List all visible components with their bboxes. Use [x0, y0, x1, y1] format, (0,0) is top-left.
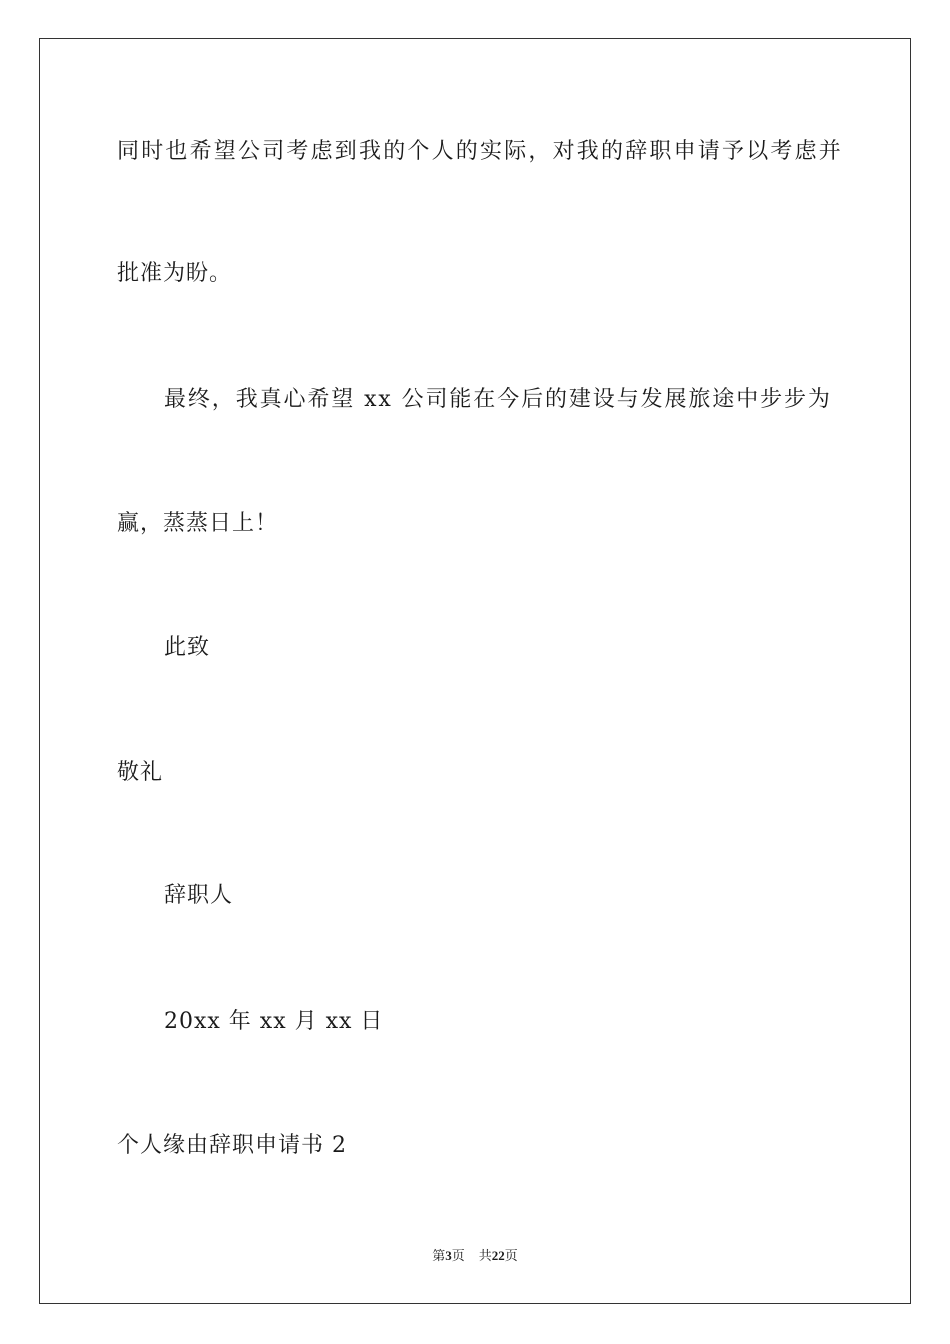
- signature-label: 辞职人: [164, 883, 234, 908]
- date-line: 20xx 年 xx 月 xx 日: [164, 1009, 384, 1034]
- total-suffix: 页: [504, 1248, 518, 1263]
- page-footer: [0, 1247, 950, 1265]
- page-border: [39, 38, 911, 1304]
- body-text-line: 同时也希望公司考虑到我的个人的实际，对我的辞职申请予以考虑并: [117, 139, 844, 164]
- closing-salutation: 此致: [164, 635, 211, 660]
- page-suffix: 页: [451, 1248, 465, 1263]
- body-text-line: 最终，我真心希望 xx 公司能在今后的建设与发展旅途中步步为: [164, 387, 832, 412]
- section-heading: 个人缘由辞职申请书 2: [117, 1133, 347, 1158]
- page-prefix: 第: [432, 1248, 446, 1263]
- total-prefix: 共: [478, 1248, 492, 1263]
- closing-regards: 敬礼: [117, 760, 164, 785]
- body-text-line: 赢，蒸蒸日上！: [117, 511, 279, 536]
- page-number: 3: [445, 1248, 452, 1263]
- body-text-line: 批准为盼。: [117, 261, 233, 286]
- total-pages: 22: [491, 1248, 505, 1263]
